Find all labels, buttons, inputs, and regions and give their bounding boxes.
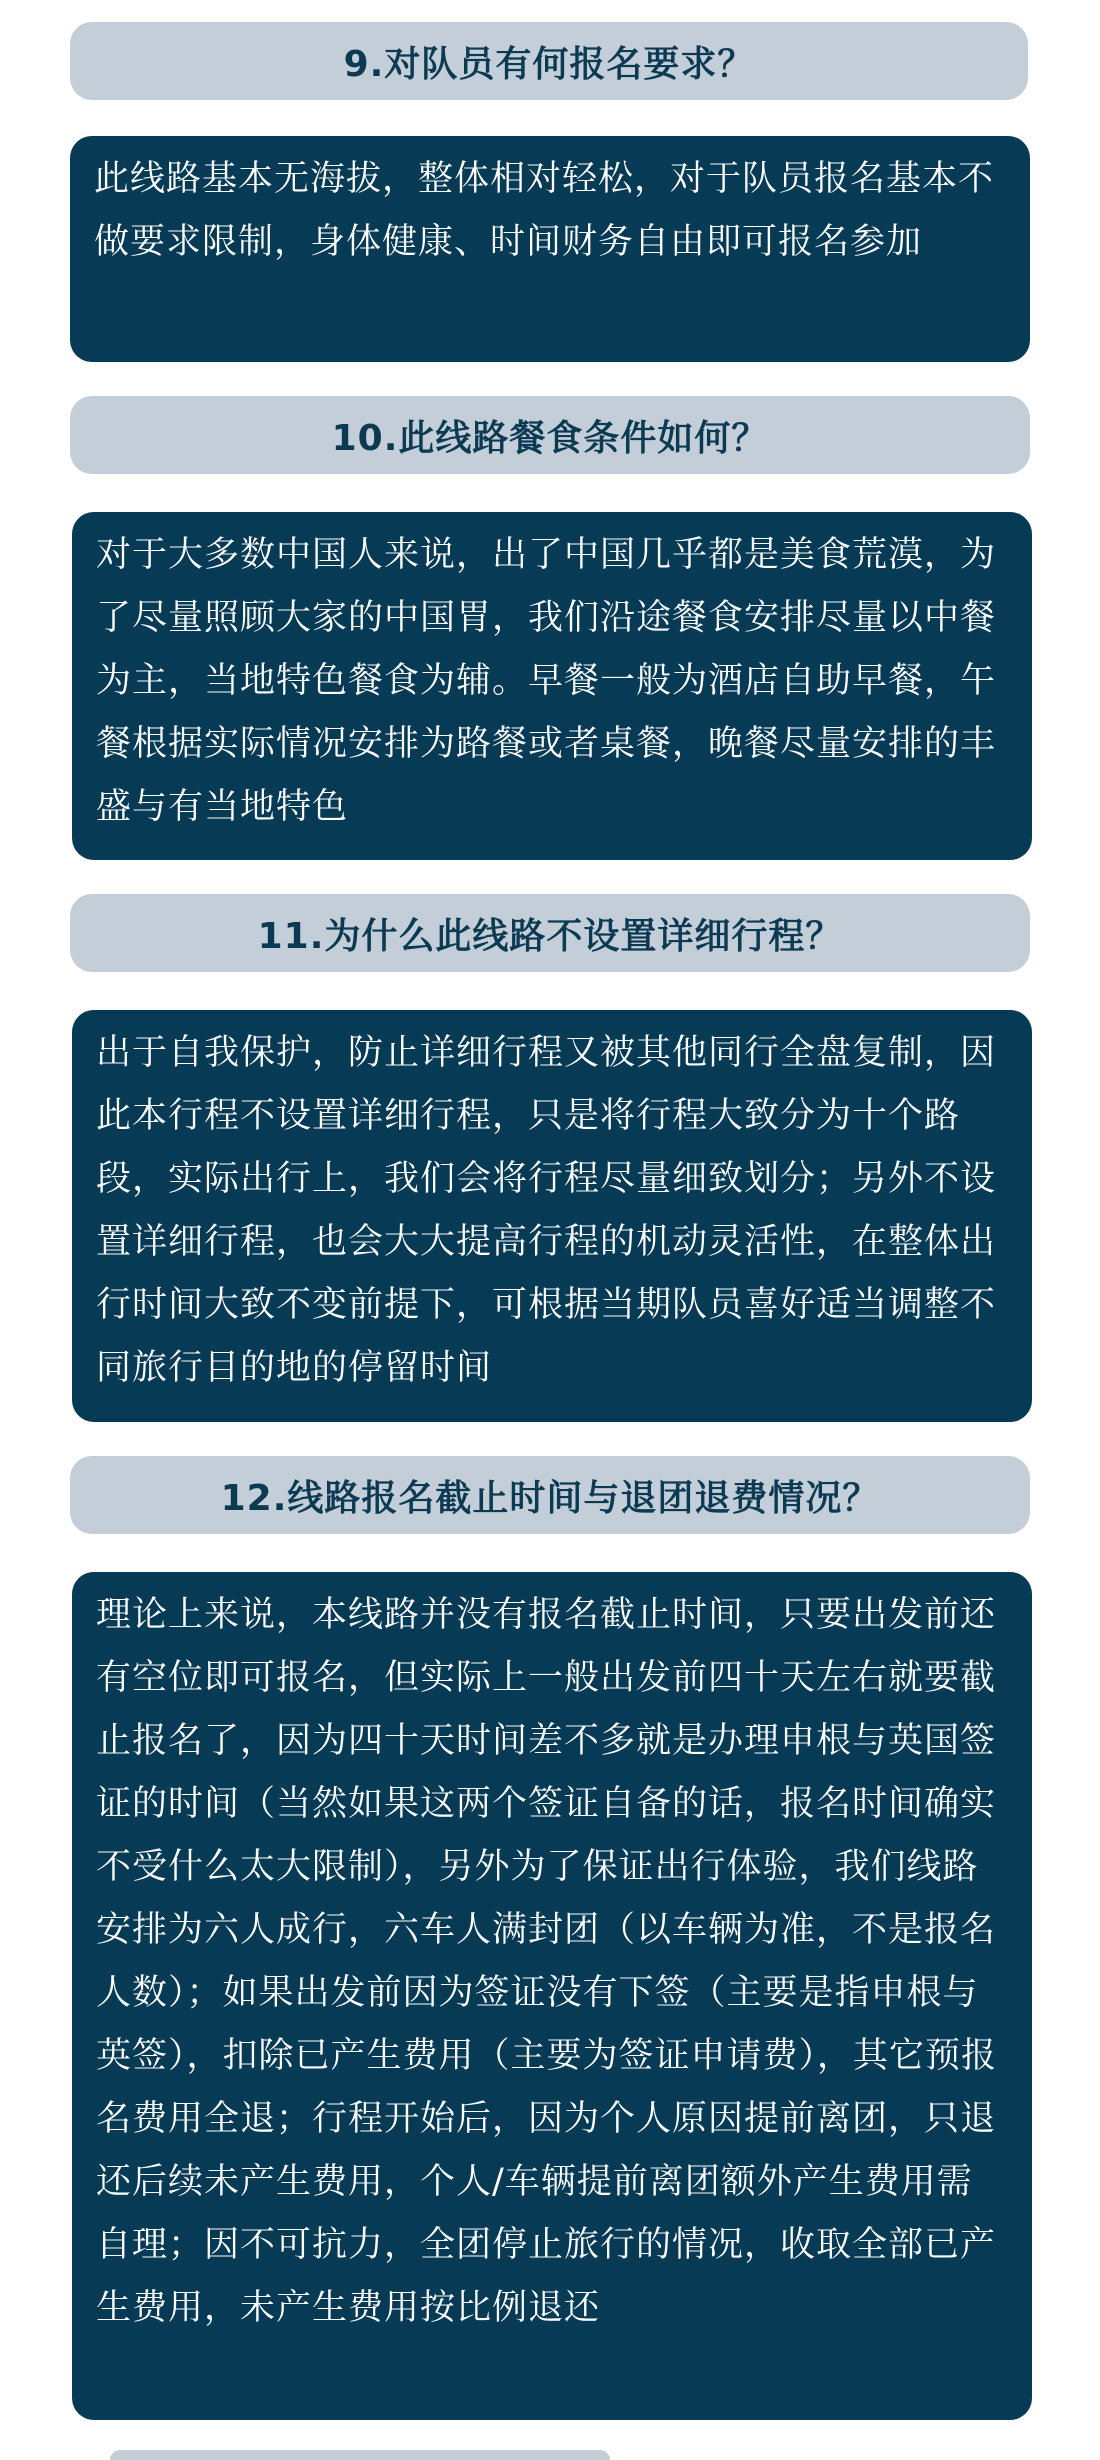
faq-question-13-partial xyxy=(110,2450,610,2460)
faq-question-10: 10.此线路餐食条件如何？ xyxy=(70,396,1030,474)
faq-question-11: 11.为什么此线路不设置详细行程？ xyxy=(70,894,1030,972)
faq-answer-11: 出于自我保护，防止详细行程又被其他同行全盘复制，因此本行程不设置详细行程，只是将行程大致分为十个路段，实际出行上，我们会将行程尽量细致划分；另外不设置详细行程，也会大大提高行程的机动灵活性，在整体出行时间大致不变前提下，可根据当期队员喜好适当调整不同旅行目的地的停留时间 xyxy=(72,1010,1032,1422)
faq-question-9: 9.对队员有何报名要求？ xyxy=(70,22,1028,100)
faq-answer-9: 此线路基本无海拔，整体相对轻松，对于队员报名基本不做要求限制，身体健康、时间财务自由即可报名参加 xyxy=(70,136,1030,362)
faq-answer-12: 理论上来说，本线路并没有报名截止时间，只要出发前还有空位即可报名，但实际上一般出发前四十天左右就要截止报名了，因为四十天时间差不多就是办理申根与英国签证的时间（当然如果这两个签证自备的话，报名时间确实不受什么太大限制），另外为了保证出行体验，我们线路安排为六人成行，六车人满封团（以车辆为准，不是报名人数）；如果出发前因为签证没有下签（主要是指申根与英签），扣除已产生费用（主要为签证申请费），其它预报名费用全退；行程开始后，因为个人原因提前离团，只退还后续未产生费用，个人/车辆提前离团额外产生费用需自理；因不可抗力，全团停止旅行的情况，收取全部已产生费用，未产生费用按比例退还 xyxy=(72,1572,1032,2420)
faq-answer-10: 对于大多数中国人来说，出了中国几乎都是美食荒漠，为了尽量照顾大家的中国胃，我们沿途餐食安排尽量以中餐为主，当地特色餐食为辅。早餐一般为酒店自助早餐，午餐根据实际情况安排为路餐或者桌餐，晚餐尽量安排的丰盛与有当地特色 xyxy=(72,512,1032,860)
faq-question-12: 12.线路报名截止时间与退团退费情况？ xyxy=(70,1456,1030,1534)
